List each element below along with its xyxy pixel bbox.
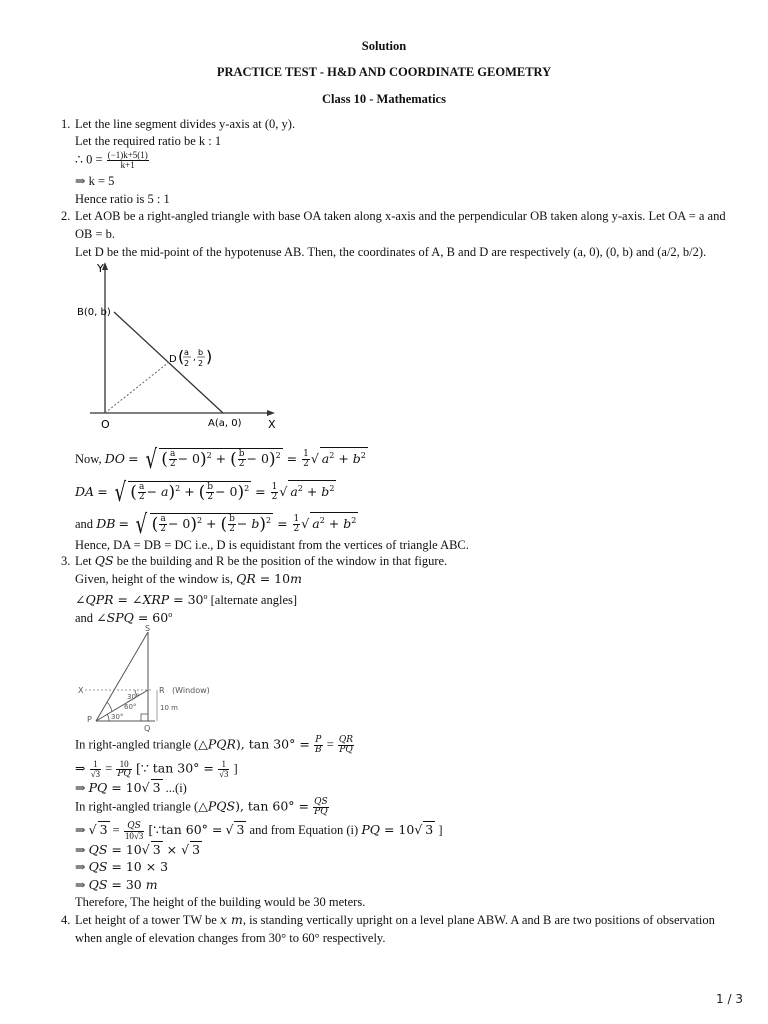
- test-title: PRACTICE TEST - H&D AND COORDINATE GEOMETRY: [216, 65, 552, 79]
- math-var: QS: [94, 553, 114, 568]
- text: be the building and R be the position of the window in that figure.: [113, 554, 448, 568]
- question-number: 2.: [61, 209, 71, 223]
- eq-rhs: = √ ( $\frac{a}{2}$ − 0)$^2$ + ( $\frac{b}{2}$ − 0)$^2$ = $\frac{1}{2}$ √ $a^2 + b^2$: [128, 444, 366, 475]
- bracket: ]: [435, 823, 443, 837]
- text: Let: [75, 554, 95, 568]
- math-eq: =: [113, 592, 132, 608]
- q3-line-1: [75, 553, 447, 569]
- eq-lhs: DB: [96, 516, 116, 532]
- q4-line-2: when angle of elevation changes from 30° to 60° respectively.: [75, 931, 386, 945]
- median-od: [105, 362, 169, 413]
- q4-line-1: [75, 912, 715, 928]
- math-tan: ), tan 30° =: [235, 736, 310, 752]
- math-unit: m: [227, 912, 243, 927]
- reason: [∵tan 60° =: [148, 822, 223, 837]
- frac-den: PQ: [339, 745, 353, 755]
- y-axis-label: Y: [97, 262, 104, 275]
- math-value: = 10: [379, 822, 415, 837]
- d-x-denominator: 2: [184, 359, 190, 368]
- class-title: Class 10 - Mathematics: [322, 92, 446, 106]
- eq-lhs: DO: [104, 451, 126, 467]
- radicand: 3: [236, 822, 245, 837]
- q3-line-9: ⇒ √ 3 = $\frac{QS}{10√3}$ [∵tan 60° = √ 3 and from Equation (i) PQ = 10√ 3 ]: [75, 820, 443, 841]
- eq-lhs: DA: [75, 484, 95, 500]
- text: In right-angled triangle (: [75, 737, 199, 752]
- q1-eq-prefix: ∴ 0 =: [75, 152, 103, 167]
- x-axis-label: X: [268, 418, 276, 431]
- angle-60-label: 60°: [124, 703, 137, 711]
- d-y-denominator: 2: [198, 359, 204, 368]
- paren-open: (: [178, 347, 185, 366]
- math-var: QS: [88, 842, 108, 857]
- point-p-label: P: [87, 715, 92, 724]
- q1-line-2: Let the required ratio be k : 1: [75, 134, 222, 148]
- math-triangle: △PQS: [198, 798, 236, 814]
- implies: ⇒: [75, 843, 89, 857]
- frac-num: 1: [90, 760, 101, 770]
- frac-den: B: [314, 745, 322, 755]
- math-value: = 30: [107, 877, 146, 892]
- q3-line-12: [75, 877, 158, 893]
- fraction: [218, 760, 229, 779]
- q2-conclusion: Hence, DA = DB = DC i.e., D is equidistant from the vertices of triangle ABC.: [75, 538, 469, 552]
- right-angle-mark: [141, 714, 148, 721]
- building-diagram: [75, 624, 235, 734]
- frac-num: P: [315, 735, 322, 745]
- q3-line-8: [75, 798, 330, 817]
- math-angle: ∠XRP: [131, 592, 170, 608]
- fraction: [313, 798, 329, 817]
- eq-ref: ...(i): [162, 781, 187, 795]
- angle-arc-60: [107, 702, 112, 712]
- math-var: QS: [88, 859, 108, 874]
- math-value: = 60: [133, 610, 169, 626]
- q1-frac-den: k+1: [120, 160, 135, 170]
- point-a-label: A(a, 0): [208, 418, 242, 429]
- math-value: = 10 × 3: [107, 859, 169, 874]
- fraction: [338, 736, 354, 755]
- frac-num: QS: [124, 822, 144, 832]
- radicand: 3: [192, 842, 201, 857]
- q3-line-11: [75, 859, 168, 875]
- frac-num: 1: [218, 760, 229, 770]
- math-angle: ∠QPR: [75, 592, 114, 608]
- point-x-label: X: [78, 686, 84, 695]
- math-var: x: [219, 912, 228, 927]
- point-b-label: B(0, b): [77, 307, 111, 318]
- reason: [∵ tan 30° =: [135, 760, 214, 776]
- implies: ⇒: [75, 878, 89, 892]
- fraction: [124, 822, 144, 841]
- text: and: [75, 611, 97, 626]
- frac-den: PQ: [117, 769, 131, 779]
- math-unit: m: [290, 571, 302, 586]
- q2-line-3: Let D be the mid-point of the hypotenuse AB. Then, the coordinates of A, B and D are respectively (a, 0), (0, b) and (a/2, b/2).: [75, 245, 707, 259]
- math-var: PQ: [88, 780, 108, 795]
- frac-den: √3: [90, 769, 101, 779]
- origin-label: O: [101, 418, 110, 431]
- page-title: Solution: [361, 39, 407, 53]
- fraction: [314, 736, 323, 755]
- angle-arc-30: [107, 714, 109, 721]
- q3-line-7: ⇒ PQ = 10√ 3 ...(i): [75, 780, 187, 795]
- point-q-label: Q: [144, 724, 151, 733]
- math-value: = 10: [255, 571, 291, 586]
- frac-num: QS: [314, 797, 328, 807]
- point-d-label: D: [169, 354, 177, 365]
- page-number: 1 / 3: [716, 992, 743, 1006]
- equals: =: [326, 737, 334, 752]
- text: [alternate angles]: [207, 593, 298, 608]
- height-label: 10 m: [160, 704, 178, 712]
- bracket: ]: [233, 761, 238, 776]
- q3-line-13: Therefore, The height of the building would be 30 meters.: [75, 895, 366, 909]
- implies: ⇒: [75, 860, 89, 874]
- q2-line-1: Let AOB be a right-angled triangle with base OA taken along x-axis and the perpendicular OB taken along y-axis. Let OA = a and: [75, 209, 726, 223]
- equals: =: [105, 761, 113, 776]
- radicand: 3: [425, 822, 434, 837]
- q3-line-10: ⇒ QS = 10√ 3 × √ 3: [75, 842, 201, 857]
- q2-line-2: OB = b.: [75, 227, 116, 241]
- frac-num: 10: [116, 760, 131, 770]
- equals: =: [109, 823, 120, 837]
- q3-line-2: [75, 571, 302, 587]
- text: Given, height of the window is,: [75, 572, 237, 586]
- implies: ⇒: [75, 781, 89, 795]
- triangle-diagram: [75, 260, 295, 440]
- math-value: = 10: [107, 780, 142, 795]
- comma: ,: [193, 353, 196, 363]
- point-r-label: R: [159, 686, 165, 695]
- radicand: 3: [152, 780, 161, 795]
- math-angle: ∠SPQ: [96, 610, 134, 626]
- line-ps: [96, 632, 148, 721]
- frac-den: PQ: [314, 807, 328, 817]
- math-value: = 30: [169, 592, 204, 608]
- angle-30-top-label: 30°: [127, 693, 140, 701]
- degree-mark: o: [203, 592, 208, 601]
- implies: ⇒: [75, 761, 86, 776]
- fraction: [116, 760, 131, 779]
- q1-line-3: [75, 151, 150, 170]
- point-s-label: S: [145, 624, 151, 633]
- text: Let height of a tower TW be: [75, 913, 220, 927]
- paren-close: ): [206, 347, 213, 366]
- q2-equation-db: [75, 509, 358, 540]
- math-var: PQ: [361, 822, 380, 837]
- eq-prefix: Now,: [75, 452, 105, 467]
- question-number: 3.: [61, 554, 71, 568]
- q1-line-1: Let the line segment divides y-axis at (0, y).: [75, 117, 296, 131]
- eq-prefix: and: [75, 517, 97, 532]
- frac-den: √3: [218, 769, 229, 779]
- degree-mark: o: [168, 610, 173, 619]
- math-tan: ), tan 60° =: [235, 798, 309, 814]
- window-label: (Window): [172, 686, 210, 695]
- fraction: [90, 760, 101, 779]
- q1-frac-num: (−1)k+5(1): [107, 150, 148, 160]
- frac-num: QR: [338, 735, 354, 745]
- times: ×: [162, 842, 182, 857]
- q1-fraction: [107, 151, 149, 170]
- frac-den: 10√3: [124, 830, 144, 841]
- d-y-numerator: b: [198, 348, 204, 357]
- question-number: 1.: [61, 117, 71, 131]
- implies: ⇒: [75, 823, 86, 837]
- q1-line-4: ⇒ k = 5: [75, 174, 115, 188]
- text: In right-angled triangle (: [75, 799, 199, 814]
- math-value: = 10: [107, 842, 142, 857]
- text: , is standing vertically upright on a level plane ABW. A and B are two positions of observation: [242, 913, 715, 927]
- d-x-numerator: a: [184, 348, 189, 357]
- question-number: 4.: [61, 913, 71, 927]
- q1-line-5: Hence ratio is 5 : 1: [75, 192, 170, 206]
- x-axis-arrow: [267, 410, 275, 416]
- math-var: QR: [236, 571, 256, 586]
- eq-rhs: = √ ( $\frac{a}{2}$ − 0)$^2$ + ( $\frac{b}{2}$ − b)$^2$ = $\frac{1}{2}$ √ $a^2 + b^2$: [118, 509, 357, 540]
- radicand: 3: [152, 842, 161, 857]
- q2-equation-do: [75, 444, 368, 475]
- math-triangle: △PQR: [198, 736, 236, 752]
- q3-line-3: [75, 589, 297, 608]
- q3-line-5: [75, 736, 355, 755]
- q3-line-6: [75, 760, 238, 779]
- angle-30-bottom-label: 30°: [111, 713, 124, 721]
- radicand: 3: [99, 822, 108, 837]
- math-var: QS: [88, 877, 108, 892]
- q2-equation-da: [75, 477, 336, 508]
- text: and from Equation (i): [246, 823, 362, 837]
- math-unit: m: [145, 877, 158, 892]
- eq-rhs: = √ ( $\frac{a}{2}$ − a)$^2$ + ( $\frac{b}{2}$ − 0)$^2$ = $\frac{1}{2}$ √ $a^2 + b^2$: [97, 477, 335, 508]
